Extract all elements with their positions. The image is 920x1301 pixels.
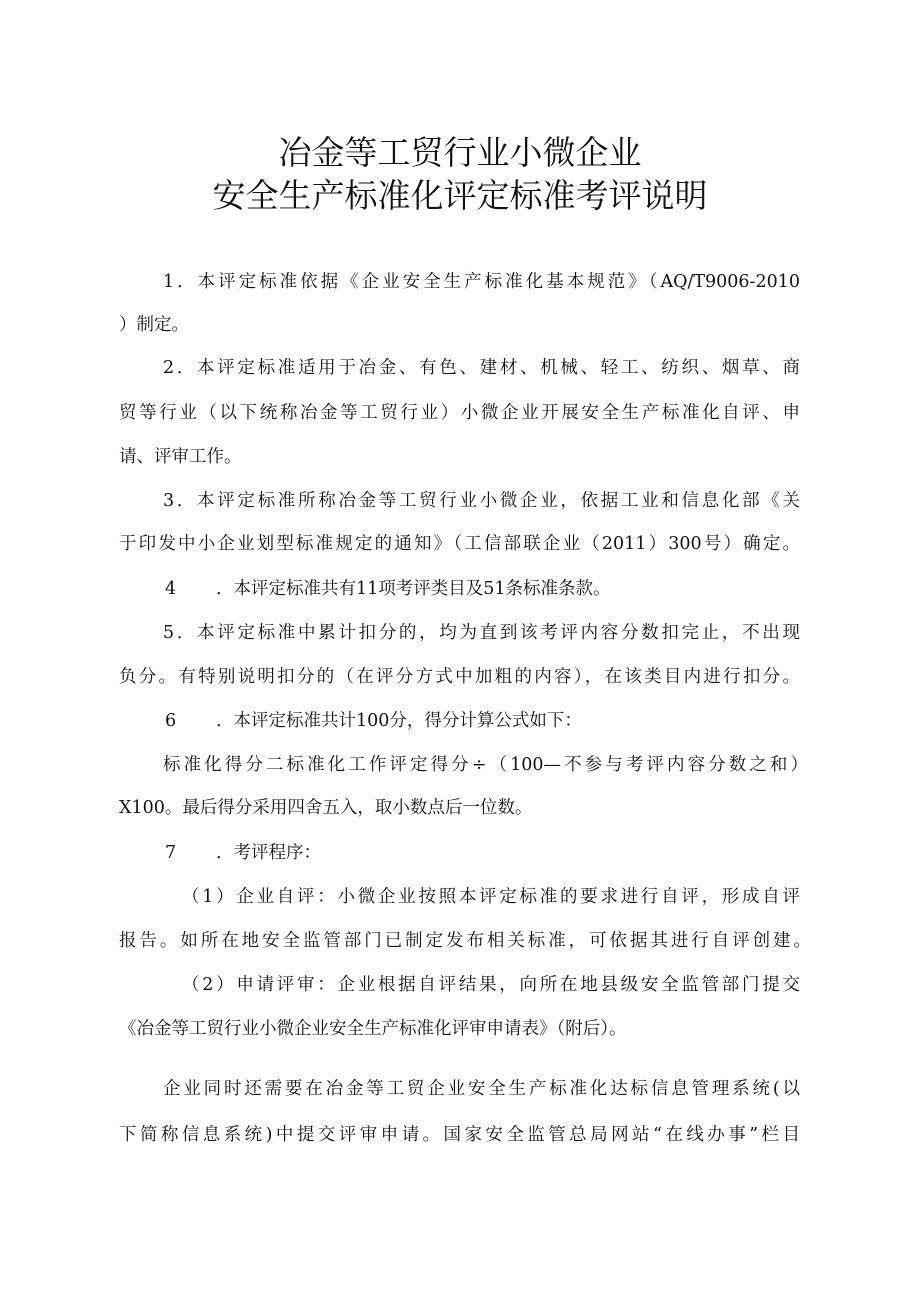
item-number: 7	[165, 843, 177, 863]
document-title-line2: 安全生产标准化评定标准考评说明	[212, 176, 708, 215]
item-number: 6	[165, 711, 177, 731]
paragraph-line: 3．本评定标准所称冶金等工贸行业小微企业，依据工业和信息化部《关	[163, 491, 800, 511]
paragraph-line: ．本评定标准共计100分，得分计算公式如下：	[216, 711, 582, 731]
paragraph-line: 于印发中小企业划型标准规定的通知》（工信部联企业（2011）300号）确定。	[119, 534, 800, 554]
paragraph-line: ）制定。	[119, 315, 189, 335]
paragraph-line: 负分。有特别说明扣分的（在评分方式中加粗的内容），在该类目内进行扣分。	[119, 667, 800, 687]
paragraph-line: ．考评程序：	[216, 843, 321, 863]
paragraph-line: 企业同时还需要在冶金等工贸企业安全生产标准化达标信息管理系统(以	[163, 1079, 800, 1099]
paragraph-line: 《冶金等工贸行业小微企业安全生产标准化评审申请表》（附后）。	[119, 1019, 627, 1039]
paragraph-line: 报告。如所在地安全监管部门已制定发布相关标准，可依据其进行自评创建。	[119, 931, 811, 951]
formula-line: 标准化得分二标准化工作评定得分÷（100—不参与考评内容分数之和）	[163, 755, 808, 775]
paragraph-line: 请、评审工作。	[119, 447, 242, 467]
paragraph-line: X100。最后得分采用四舍五入，取小数点后一位数。	[119, 798, 533, 818]
paragraph-line: 下简称信息系统)中提交评审申请。国家安全监管总局网站“在线办事”栏目	[119, 1125, 800, 1145]
paragraph-line: 贸等行业（以下统称冶金等工贸行业）小微企业开展安全生产标准化自评、申	[119, 403, 800, 423]
paragraph-line: （2）申请评审：企业根据自评结果，向所在地县级安全监管部门提交	[182, 975, 800, 995]
paragraph-line: （1）企业自评：小微企业按照本评定标准的要求进行自评，形成自评	[182, 887, 800, 907]
item-number: 4	[165, 579, 177, 599]
paragraph-line: 2．本评定标准适用于冶金、有色、建材、机械、轻工、纺织、烟草、商	[163, 358, 800, 378]
document-title-line1: 冶金等工贸行业小微企业	[278, 133, 642, 172]
paragraph-line: ．本评定标准共有11项考评类目及51条标准条款。	[216, 579, 611, 599]
paragraph-line: 5．本评定标准中累计扣分的，均为直到该考评内容分数扣完止，不出现	[163, 623, 800, 643]
paragraph-line: 1．本评定标准依据《企业安全生产标准化基本规范》（AQ/T9006-2010	[163, 272, 800, 292]
